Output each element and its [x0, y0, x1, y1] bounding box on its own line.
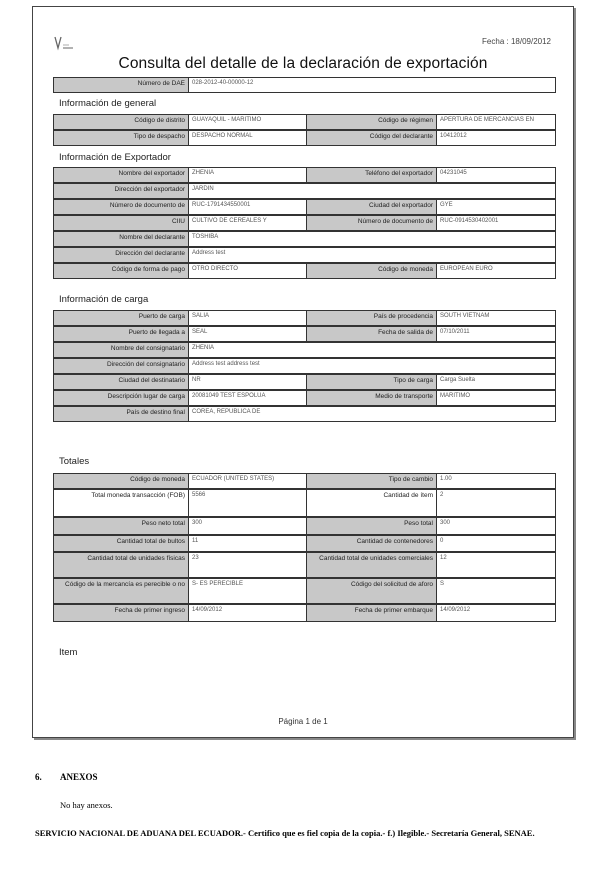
- field-label: Código del solicitud de aforo: [307, 579, 437, 603]
- field-value: 2: [440, 492, 444, 498]
- field-value: COREA, REPUBLICA DE: [192, 409, 261, 415]
- field-label: Ciudad del exportador: [307, 200, 437, 214]
- field-label: Fecha de primer ingreso: [54, 605, 189, 621]
- row-forma-pago: [53, 263, 556, 279]
- field-value: S: [440, 581, 445, 587]
- field-value: NR: [189, 375, 307, 389]
- field-label: País de destino final: [54, 407, 189, 421]
- page-number: Página 1 de 1: [278, 717, 328, 726]
- field-value: SOUTH VIETNAM: [440, 313, 490, 319]
- row-consignatario: [53, 342, 556, 358]
- field-value: Carga Suelta: [440, 377, 476, 383]
- field-label: Código de moneda: [54, 474, 189, 488]
- field-label: Código de forma de pago: [54, 264, 189, 278]
- field-value: Address test address test: [192, 361, 260, 367]
- field-value: RUC-1791434550001: [189, 200, 307, 214]
- field-value: GUAYAQUIL - MARITIMO: [189, 115, 307, 129]
- row-dir-consignatario: [53, 358, 556, 374]
- field-label: Cantidad total de unidades físicas: [54, 553, 189, 577]
- field-value: JARDIN: [192, 186, 214, 192]
- field-value: MARITIMO: [440, 393, 470, 399]
- field-label: Dirección del exportador: [54, 184, 189, 198]
- field-label: Nombre del exportador: [54, 168, 189, 182]
- field-value: TOSHIBA: [192, 234, 219, 240]
- field-value: DESPACHO NORMAL: [189, 131, 307, 145]
- field-value: Address test: [192, 250, 226, 256]
- field-label: Tipo de despacho: [54, 131, 189, 145]
- field-label: Cantidad total de bultos: [54, 536, 189, 551]
- field-label: Medio de transporte: [307, 391, 437, 405]
- field-label: Total moneda transacción (FOB): [54, 490, 189, 516]
- field-label: Dirección del consignatario: [54, 359, 189, 373]
- annex-number: 6.: [35, 772, 42, 782]
- section-totales: Totales: [59, 456, 90, 467]
- field-label: Teléfono del exportador: [307, 168, 437, 182]
- fecha: Fecha : 18/09/2012: [482, 37, 551, 46]
- field-label: Tipo de cambio: [307, 474, 437, 488]
- field-label: CIIU: [54, 216, 189, 230]
- field-value: S- ES PERECIBLE: [189, 579, 307, 603]
- row-perecible: [53, 578, 556, 604]
- field-value: 14/09/2012: [440, 607, 471, 613]
- field-label: Descripción lugar de carga: [54, 391, 189, 405]
- page-title: Consulta del detalle de la declaración de exportación: [118, 55, 488, 72]
- field-label: Tipo de carga: [307, 375, 437, 389]
- row-documento: [53, 199, 556, 215]
- row-despacho: [53, 130, 556, 146]
- field-value: SALIA: [189, 311, 307, 325]
- field-value: 10412012: [440, 133, 467, 139]
- row-direccion-declarante: [53, 247, 556, 263]
- field-label: Código de distrito: [54, 115, 189, 129]
- field-label: Código de la mercancía es perecible o no: [54, 579, 189, 603]
- document-sheet: [32, 6, 574, 738]
- field-label: Cantidad de contenedores: [307, 536, 437, 551]
- field-label: Código de moneda: [307, 264, 437, 278]
- field-label: Código del declarante: [307, 131, 437, 145]
- field-label: Peso total: [307, 518, 437, 534]
- row-unidades: [53, 552, 556, 578]
- field-value: 0: [440, 538, 444, 544]
- row-puerto-llegada: [53, 326, 556, 342]
- field-label: Número de DAE: [54, 78, 189, 92]
- field-label: Peso neto total: [54, 518, 189, 534]
- field-value: 14/09/2012: [189, 605, 307, 621]
- field-label: Cantidad de ítem: [307, 490, 437, 516]
- row-nombre-exportador: [53, 167, 556, 183]
- field-value: EUROPEAN EURO: [440, 266, 493, 272]
- field-value: 23: [189, 553, 307, 577]
- field-label: Fecha de salida de: [307, 327, 437, 341]
- row-fob: [53, 489, 556, 517]
- row-puerto-carga: [53, 310, 556, 326]
- field-label: Cantidad total de unidades comerciales: [307, 553, 437, 577]
- section-item: Item: [59, 647, 78, 658]
- row-ciudad-destinatario: [53, 374, 556, 390]
- field-value: 1.00: [440, 476, 452, 482]
- section-exportador: Información de Exportador: [59, 152, 171, 163]
- field-label: Número de documento de: [54, 200, 189, 214]
- field-label: Puerto de carga: [54, 311, 189, 325]
- field-label: Código de régimen: [307, 115, 437, 129]
- field-value: OTRO DIRECTO: [189, 264, 307, 278]
- field-label: Puerto de llegada a: [54, 327, 189, 341]
- field-value: 028-2012-40-00000-12: [192, 80, 254, 86]
- field-value: 04231045: [440, 170, 467, 176]
- field-value: 300: [189, 518, 307, 534]
- field-label: País de procedencia: [307, 311, 437, 325]
- senae-logo-icon: [53, 35, 75, 51]
- field-label: Ciudad del destinatario: [54, 375, 189, 389]
- field-label: Dirección del declarante: [54, 248, 189, 262]
- annex-title: ANEXOS: [60, 772, 98, 782]
- certification-text: SERVICIO NACIONAL DE ADUANA DEL ECUADOR.- Certifico que es fiel copia de la copia.- f.) Ilegible.- Secretaría General, SENAE.: [35, 828, 535, 838]
- field-value: ZHENIA: [189, 168, 307, 182]
- row-moneda: [53, 473, 556, 489]
- field-value: ZHENIA: [192, 345, 215, 351]
- field-label: Fecha de primer embarque: [307, 605, 437, 621]
- row-peso: [53, 517, 556, 535]
- section-general: Información de general: [59, 98, 157, 109]
- row-ciiu: [53, 215, 556, 231]
- row-numero-dae: [53, 77, 556, 93]
- field-value: SEAL: [189, 327, 307, 341]
- field-value: CULTIVO DE CEREALES Y: [189, 216, 307, 230]
- row-bultos: [53, 535, 556, 552]
- field-value: 12: [440, 555, 447, 561]
- row-direccion-exportador: [53, 183, 556, 199]
- field-value: ECUADOR (UNITED STATES): [189, 474, 307, 488]
- row-nombre-declarante: [53, 231, 556, 247]
- row-lugar-carga: [53, 390, 556, 406]
- field-label: Nombre del consignatario: [54, 343, 189, 357]
- field-value: GYE: [440, 202, 453, 208]
- field-value: 20081049 TEST ESPOLUA: [189, 391, 307, 405]
- field-value: RUC-0914530402001: [440, 218, 499, 224]
- row-fechas: [53, 604, 556, 622]
- row-destino-final: [53, 406, 556, 422]
- field-value: 300: [440, 520, 451, 526]
- section-carga: Información de carga: [59, 294, 149, 305]
- field-value: APERTURA DE MERCANCIAS EN: [440, 117, 534, 123]
- field-value: 11: [189, 536, 307, 551]
- annex-text: No hay anexos.: [60, 800, 113, 810]
- field-label: Número de documento de: [307, 216, 437, 230]
- field-value: 07/10/2011: [440, 329, 470, 335]
- row-distrito: [53, 114, 556, 130]
- field-label: Nombre del declarante: [54, 232, 189, 246]
- field-value: 5566: [189, 490, 307, 516]
